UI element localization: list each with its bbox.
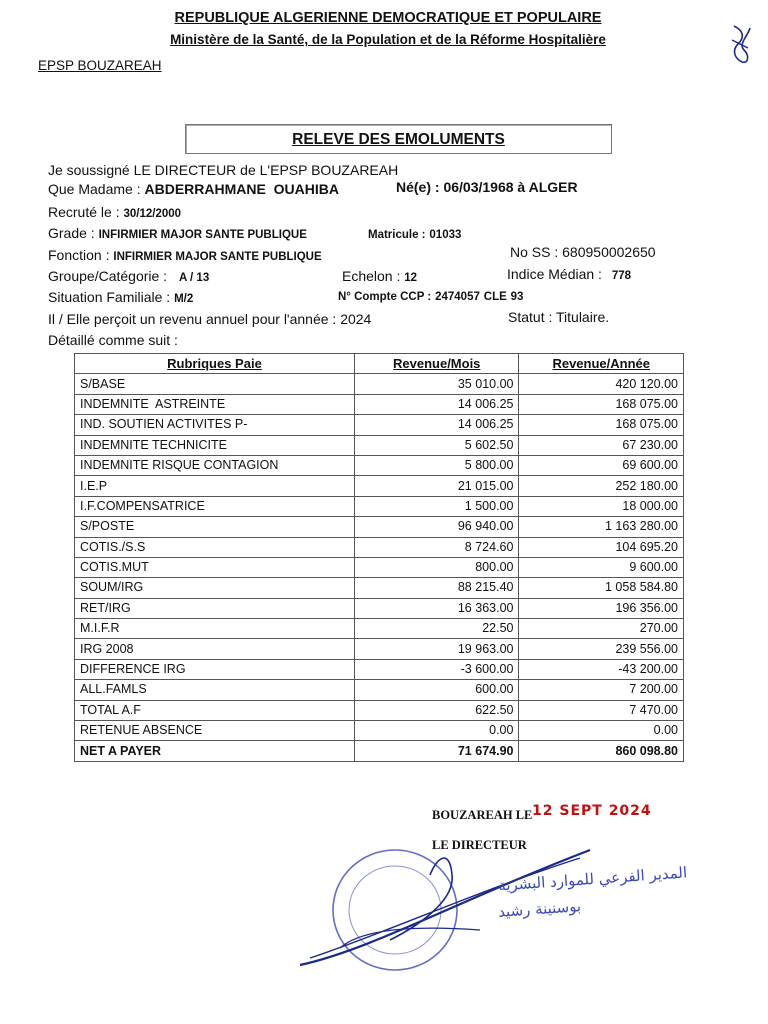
row-month: 35 010.00	[354, 374, 519, 394]
document-title-box	[185, 124, 612, 154]
row-label: INDEMNITE ASTREINTE	[75, 394, 355, 414]
birth-date: 06/03/1968	[443, 179, 514, 195]
row-year: 239 556.00	[519, 639, 684, 659]
stamp-text-title: المدير الفرعي للموارد البشرية	[497, 863, 688, 895]
row-month: 14 006.25	[354, 415, 519, 435]
row-label: NET A PAYER	[75, 741, 355, 761]
row-label: RETENUE ABSENCE	[75, 721, 355, 741]
row-label: I.F.COMPENSATRICE	[75, 496, 355, 516]
row-year: 1 163 280.00	[519, 517, 684, 537]
grade-value: INFIRMIER MAJOR SANTE PUBLIQUE	[98, 229, 307, 241]
row-year: 270.00	[519, 619, 684, 639]
initials-mark-icon	[728, 22, 754, 70]
table-row	[75, 557, 684, 577]
row-year: 252 180.00	[519, 476, 684, 496]
emoluments-table	[74, 353, 684, 762]
row-label: COTIS./S.S	[75, 537, 355, 557]
row-month: 71 674.90	[354, 741, 519, 761]
row-label: DIFFERENCE IRG	[75, 659, 355, 679]
birth-row	[396, 179, 578, 195]
row-label: M.I.F.R	[75, 619, 355, 639]
row-label: RET/IRG	[75, 598, 355, 618]
grade-label: Grade :	[48, 225, 95, 241]
family-value: M/2	[174, 293, 194, 305]
row-label: IND. SOUTIEN ACTIVITES P-	[75, 415, 355, 435]
function-value: INFIRMIER MAJOR SANTE PUBLIQUE	[113, 251, 322, 263]
row-year: 196 356.00	[519, 598, 684, 618]
table-row	[75, 455, 684, 475]
table-row	[75, 374, 684, 394]
table-row	[75, 415, 684, 435]
row-label: ALL.FAMLS	[75, 680, 355, 700]
date-stamp: 12 SEPT 2024	[532, 803, 652, 819]
matricule-label: Matricule :	[368, 229, 426, 241]
row-label: S/BASE	[75, 374, 355, 394]
row-month: 5 800.00	[354, 455, 519, 475]
group-value: A / 13	[178, 272, 210, 284]
row-month: 800.00	[354, 557, 519, 577]
ss-row	[510, 244, 656, 260]
table-header-row	[75, 354, 684, 374]
row-month: 19 963.00	[354, 639, 519, 659]
row-month: 622.50	[354, 700, 519, 720]
table-row	[75, 619, 684, 639]
row-year: -43 200.00	[519, 659, 684, 679]
recruited-value: 30/12/2000	[123, 208, 182, 220]
place-label: BOUZAREAH LE	[432, 808, 533, 822]
row-month: -3 600.00	[354, 659, 519, 679]
row-label: IRG 2008	[75, 639, 355, 659]
row-year: 67 230.00	[519, 435, 684, 455]
row-year: 168 075.00	[519, 394, 684, 414]
row-label: TOTAL A.F	[75, 700, 355, 720]
table-row	[75, 496, 684, 516]
ministry-header: Ministère de la Santé, de la Population et de la Réforme Hospitalière	[170, 32, 606, 47]
group-row	[48, 268, 209, 284]
table-row	[75, 639, 684, 659]
row-month: 0.00	[354, 721, 519, 741]
ccp-row	[338, 287, 523, 303]
row-label: INDEMNITE RISQUE CONTAGION	[75, 455, 355, 475]
birth-at: à	[517, 179, 526, 195]
row-year: 7 470.00	[519, 700, 684, 720]
row-month: 96 940.00	[354, 517, 519, 537]
row-year: 9 600.00	[519, 557, 684, 577]
row-month: 22.50	[354, 619, 519, 639]
recruited-row	[48, 204, 181, 220]
name-row	[48, 181, 339, 197]
row-month: 21 015.00	[354, 476, 519, 496]
ccp-value: 2474057	[435, 291, 480, 303]
row-year: 104 695.20	[519, 537, 684, 557]
row-label: S/POSTE	[75, 517, 355, 537]
table-row	[75, 537, 684, 557]
function-row	[48, 247, 322, 263]
income-line: Il / Elle perçoit un revenu annuel pour l'année : 2024	[48, 311, 372, 327]
indice-row	[507, 266, 631, 282]
header-rubriques: Rubriques Paie	[75, 354, 355, 374]
indice-label: Indice Médian :	[507, 266, 602, 282]
status-line: Statut : Titulaire.	[508, 309, 610, 325]
document-title: RELEVE DES EMOLUMENTS	[292, 131, 505, 148]
ss-value: 680950002650	[562, 244, 656, 260]
row-year: 168 075.00	[519, 415, 684, 435]
row-year: 18 000.00	[519, 496, 684, 516]
row-label: SOUM/IRG	[75, 578, 355, 598]
function-label: Fonction :	[48, 247, 110, 263]
birth-place: ALGER	[528, 179, 578, 195]
table-row	[75, 394, 684, 414]
table-row	[75, 598, 684, 618]
birth-label: Né(e) :	[396, 179, 440, 195]
stamp-text-name: بوسنينة رشيد	[497, 897, 582, 921]
ccp-label: N° Compte CCP :	[338, 291, 432, 303]
grade-row	[48, 225, 307, 241]
cle-label: CLE	[483, 291, 507, 303]
table-row	[75, 721, 684, 741]
net-total-row	[75, 741, 684, 761]
establishment-header: EPSP BOUZAREAH	[38, 58, 162, 73]
row-label: COTIS.MUT	[75, 557, 355, 577]
cle-value: 93	[510, 291, 524, 303]
row-label: INDEMNITE TECHNICITE	[75, 435, 355, 455]
echelon-label: Echelon :	[342, 268, 401, 284]
family-label: Situation Familiale :	[48, 289, 171, 305]
table-row	[75, 700, 684, 720]
header-year: Revenue/Année	[519, 354, 684, 374]
director-label: LE DIRECTEUR	[432, 838, 527, 852]
name-value: ABDERRAHMANE OUAHIBA	[144, 181, 339, 197]
row-label: I.E.P	[75, 476, 355, 496]
header-month: Revenue/Mois	[354, 354, 519, 374]
table-row	[75, 659, 684, 679]
indice-value: 778	[611, 270, 632, 282]
row-month: 5 602.50	[354, 435, 519, 455]
row-year: 69 600.00	[519, 455, 684, 475]
row-year: 0.00	[519, 721, 684, 741]
table-row	[75, 680, 684, 700]
row-year: 1 058 584.80	[519, 578, 684, 598]
echelon-value: 12	[404, 272, 418, 284]
name-label: Que Madame :	[48, 181, 141, 197]
table-row	[75, 435, 684, 455]
row-year: 860 098.80	[519, 741, 684, 761]
row-month: 16 363.00	[354, 598, 519, 618]
republic-header: REPUBLIQUE ALGERIENNE DEMOCRATIQUE ET POPULAIRE	[174, 10, 602, 26]
recruited-label: Recruté le :	[48, 204, 120, 220]
echelon-row	[342, 268, 417, 284]
row-month: 600.00	[354, 680, 519, 700]
detail-line: Détaillé comme suit :	[48, 332, 178, 348]
row-year: 7 200.00	[519, 680, 684, 700]
table-row	[75, 517, 684, 537]
row-month: 8 724.60	[354, 537, 519, 557]
table-row	[75, 578, 684, 598]
row-month: 14 006.25	[354, 394, 519, 414]
row-year: 420 120.00	[519, 374, 684, 394]
ss-label: No SS :	[510, 244, 559, 260]
matricule-value: 01033	[429, 229, 462, 241]
group-label: Groupe/Catégorie :	[48, 268, 168, 284]
row-month: 1 500.00	[354, 496, 519, 516]
family-row	[48, 289, 193, 305]
row-month: 88 215.40	[354, 578, 519, 598]
table-row	[75, 476, 684, 496]
intro-line: Je soussigné LE DIRECTEUR de L'EPSP BOUZAREAH	[48, 162, 399, 178]
matricule-row	[368, 225, 461, 241]
